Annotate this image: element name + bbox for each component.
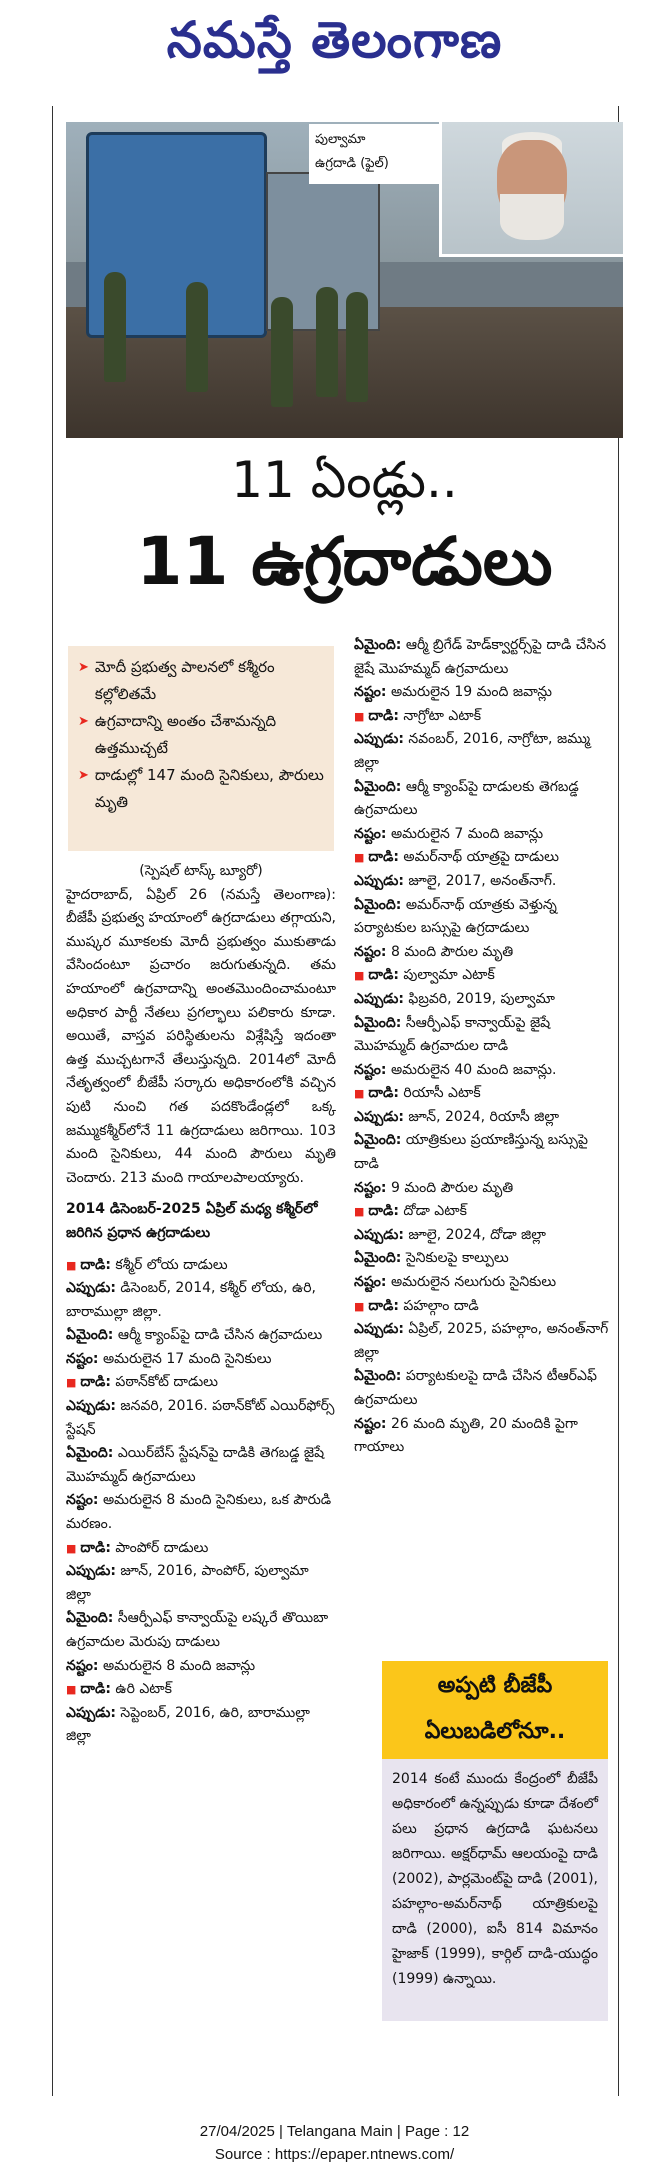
arrow-bullet-icon: ➤: [78, 660, 89, 675]
soldier-figure: [104, 272, 126, 382]
sidebar-box-title: అప్పటి బీజేపీ ఏలుబడిలోనూ..: [382, 1661, 608, 1759]
attack-item: ■ దాడి: ఉరి ఎటాక్ ఎప్పుడు: సెప్టెంబర్, 2016, ఉరి, బారాముల్లా జిల్లా: [66, 1681, 310, 1745]
square-bullet-icon: ■: [354, 851, 365, 865]
newspaper-masthead: [0, 0, 669, 92]
headline-line-2: 11 ఉగ్రదాడులు: [136, 523, 553, 600]
attack-item: ■ దాడి: అమర్‌నాథ్ యాత్రపై దాడులు ఎప్పుడు: జూలై, 2017, అనంత్‌నాగ్. ఏమైంది: అమర్‌నాథ్ యాత్రకు వెళ్తున్న పర్యాటకుల బస్సుపై ఉగ్రదాడులు నష్టం: 8 మంది పౌరుల మృతి: [354, 849, 559, 960]
attack-item: ■ దాడి: రియాసీ ఎటాక్ ఎప్పుడు: జూన్, 2024, రియాసీ జిల్లా ఏమైంది: యాత్రికులు ప్రయాణిస్తున్న బస్సుపై దాడి నష్టం: 9 మంది పౌరుల మృతి: [354, 1085, 588, 1196]
page-footer: [0, 2120, 669, 2166]
square-bullet-icon: ■: [354, 1087, 365, 1101]
square-bullet-icon: ■: [354, 1299, 365, 1313]
attack-item-continued: ఏమైంది: ఆర్మీ బ్రిగేడ్ హెడ్‌క్వార్టర్స్‌పై దాడి చేసిన జైషే మొహమ్మద్ ఉగ్రవాదులు నష్టం: అమరులైన 19 మంది జవాన్లు: [354, 637, 607, 701]
highlights-box: [68, 646, 334, 851]
square-bullet-icon: ■: [66, 1683, 77, 1697]
lead-photo: [66, 122, 623, 438]
attack-item: ■ దాడి: పహల్గాం దాడి ఎప్పుడు: ఏప్రిల్, 2025, పహల్గాం, అనంత్‌నాగ్ జిల్లా ఏమైంది: పర్యాటకులపై దాడి చేసిన టీఆర్‌ఎఫ్ ఉగ్రవాదులు నష్టం: 26 మంది మృతి, 20 మందికి పైగా గాయాలు: [354, 1297, 609, 1456]
article-right-column: [354, 634, 616, 1460]
attack-item: ■ దాడి: పాంపోర్ దాడులు ఎప్పుడు: జూన్, 2016, పాంపోర్, పుల్వామా జిల్లా ఏమైంది: సీఆర్పీఎఫ్ కాన్వాయ్‌పై లష్కరే తొయిబా ఉగ్రవాదుల మెరుపు దాడులు నష్టం: అమరులైన 8 మంది జవాన్లు: [66, 1539, 329, 1674]
inset-portrait: [439, 122, 623, 257]
soldier-figure: [271, 297, 293, 407]
headline-line-1: 11 ఏండ్లు..: [231, 451, 458, 509]
byline: (స్పెషల్ టాస్క్ బ్యూరో): [139, 863, 263, 879]
soldier-figure: [186, 282, 208, 392]
footer-date-line: 27/04/2025 | Telangana Main | Page : 12: [199, 2123, 470, 2140]
article-body: హైదరాబాద్, ఏప్రిల్ 26 (నమస్తే తెలంగాణ): బీజేపీ ప్రభుత్వ హయాంలో ఉగ్రదాడులు తగ్గాయని, ముష్కర మూకలకు మోదీ ప్రభుత్వం ముకుతాడు వేసిందంటూ ప్రచారం జరుగుతున్నది. తమ హయాంలో ఉగ్రవాదాన్ని అంతమొందించామంటూ అధికార పార్టీ నేతలు ప్రగల్భాలు పలికారు కూడా. అయితే, వాస్తవ పరిస్థితులను విశ్లేషిస్తే ఇదంతా ఉత్త ముచ్చటగానే తేలుస్తున్నది. 2014లో మోదీ నేతృత్వంలో బీజేపీ సర్కారు అధికారంలోకి వచ్చిన పుటి నుంచి గత పదకొండేండ్లలో ఒక్క జమ్ముకశ్మీర్‌లోనే 11 ఉగ్రదాడులు జరిగాయి. 103 మంది సైనికులు, 44 మంది పౌరులు మృతి చెందారు. 213 మంది గాయాలపాలయ్యారు.: [66, 886, 336, 1186]
highlight-item: ➤ ఉగ్రవాదాన్ని అంతం చేశామన్నది ఉత్తముచ్చటే: [78, 708, 328, 762]
attack-item: ■ దాడి: నాగ్రోటా ఎటాక్ ఎప్పుడు: నవంబర్, 2016, నాగ్రోటా, జమ్ము జిల్లా ఏమైంది: ఆర్మీ క్యాంప్‌పై దాడులకు తెగబడ్డ ఉగ్రవాదులు నష్టం: అమరులైన 7 మంది జవాన్లు: [354, 707, 591, 842]
photo-caption: పుల్వామా ఉగ్రదాడి (ఫైల్): [309, 124, 439, 184]
article-left-column: [66, 860, 336, 1749]
soldier-figure: [346, 292, 368, 402]
square-bullet-icon: ■: [66, 1258, 77, 1272]
attack-item: ■ దాడి: కశ్మీర్ లోయ దాడులు ఎప్పుడు: డిసెంబర్, 2014, కశ్మీర్ లోయ, ఉరి, బారాముల్లా జిల్లా. ఏమైంది: ఆర్మీ క్యాంప్‌పై దాడి చేసిన ఉగ్రవాదులు నష్టం: అమరులైన 17 మంది సైనికులు: [66, 1256, 323, 1367]
square-bullet-icon: ■: [66, 1376, 77, 1390]
masthead-title: నమస్తే తెలంగాణ: [166, 10, 503, 69]
attack-item: ■ దాడి: పుల్వామా ఎటాక్ ఎప్పుడు: ఫిబ్రవరి, 2019, పుల్వామా ఏమైంది: సీఆర్పీఎఫ్ కాన్వాయ్‌పై జైషే మొహమ్మద్ ఉగ్రవాదుల దాడి నష్టం: అమరులైన 40 మంది జవాన్లు.: [354, 967, 557, 1078]
footer-source-link[interactable]: Source : https://epaper.ntnews.com/: [214, 2146, 455, 2163]
attack-list-left: [66, 1254, 336, 1749]
arrow-bullet-icon: ➤: [78, 714, 89, 729]
highlight-item: ➤ మోదీ ప్రభుత్వ పాలనలో కశ్మీరం కల్లోలితమే: [78, 654, 328, 708]
attack-item: ■ దాడి: పఠాన్‌కోట్ దాడులు ఎప్పుడు: జనవరి, 2016. పఠాన్‌కోట్ ఎయిర్‌ఫోర్స్ స్టేషన్ ఏమైంది: ఎయిర్‌బేస్ స్టేషన్‌పై దాడికి తెగబడ్డ జైషే మొహమ్మద్ ఉగ్రవాదులు నష్టం: అమరులైన 8 మంది సైనికులు, ఒక పౌరుడి మరణం.: [66, 1374, 335, 1533]
soldier-figure: [316, 287, 338, 397]
square-bullet-icon: ■: [354, 709, 365, 723]
arrow-bullet-icon: ➤: [78, 768, 89, 783]
list-heading: 2014 డిసెంబర్-2025 ఏప్రిల్ మధ్య కశ్మీర్‌లో జరిగిన ప్రధాన ఉగ్రదాడులు: [66, 1201, 318, 1241]
attack-item: ■ దాడి: దోడా ఎటాక్ ఎప్పుడు: జూలై, 2024, దోడా జిల్లా ఏమైంది: సైనికులపై కాల్పులు నష్టం: అమరులైన నలుగురు సైనికులు: [354, 1203, 557, 1291]
square-bullet-icon: ■: [66, 1541, 77, 1555]
square-bullet-icon: ■: [354, 1205, 365, 1219]
sidebar-box: [382, 1661, 608, 2021]
highlight-item: ➤ దాడుల్లో 147 మంది సైనికులు, పౌరులు మృతి: [78, 762, 328, 816]
sidebar-box-text: 2014 కంటే ముందు కేంద్రంలో బీజేపీ అధికారంలో ఉన్నప్పుడు కూడా దేశంలో పలు ప్రధాన ఉగ్రదాడి ఘటనలు జరిగాయి. అక్షర్‌ధామ్ ఆలయంపై దాడి (2002), పార్లమెంట్‌పై దాడి (2001), పహల్గాం-అమర్‌నాథ్ యాత్రికులపై దాడి (2000), ఐసీ 814 విమానం హైజాక్ (1999), కార్గిల్ దాడి-యుద్ధం (1999) ఉన్నాయి.: [392, 1771, 598, 1987]
square-bullet-icon: ■: [354, 969, 365, 983]
